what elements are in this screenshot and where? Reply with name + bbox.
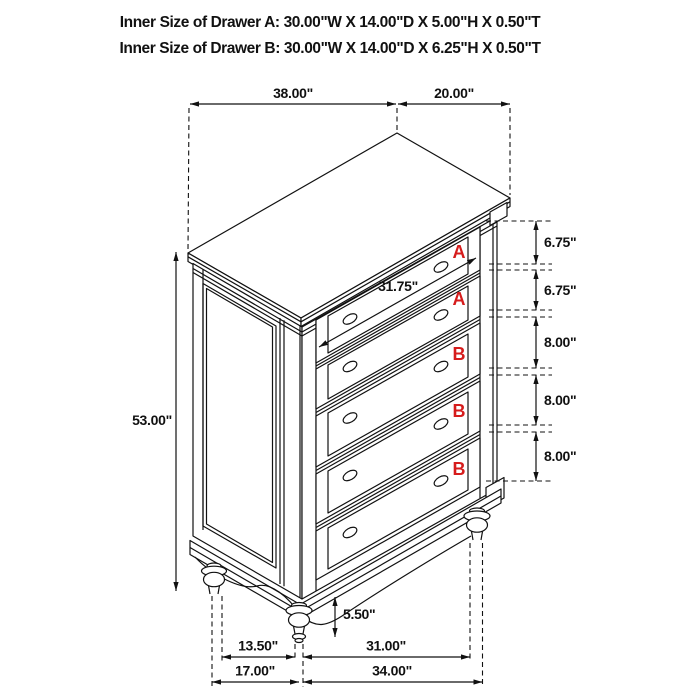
foot-back-left <box>202 563 227 594</box>
dim-drawer-a1-height-label: 6.75" <box>544 234 577 250</box>
dim-drawer-heights <box>486 221 576 481</box>
dim-drawer-b3-height-label: 8.00" <box>544 448 577 464</box>
dim-feet-width-inner-label: 31.00" <box>366 637 406 654</box>
foot-bulb <box>467 518 488 532</box>
dim-overall-height <box>132 252 176 591</box>
drawer-label: B <box>452 459 466 479</box>
drawer-label: B <box>452 401 466 421</box>
drawer-b-inner-size: Inner Size of Drawer B: 30.00"W X 14.00"D X 6.25"H X 0.50"T <box>119 40 541 57</box>
dim-feet-width-outer-label: 34.00" <box>372 662 412 679</box>
foot-bulb <box>289 613 310 627</box>
dim-drawer-front-width-label: 31.75" <box>378 278 418 294</box>
dim-drawer-b1-height-label: 8.00" <box>544 334 577 350</box>
dim-leg-height-label: 5.50" <box>343 606 376 622</box>
dim-top-width-label: 38.00" <box>273 85 313 101</box>
dim-height-label: 53.00" <box>132 412 172 428</box>
dim-drawer-b2-height-label: 8.00" <box>544 392 577 408</box>
drawer-label: B <box>452 344 466 364</box>
foot-bulb <box>204 572 225 586</box>
chest-drawing <box>188 133 510 643</box>
drawer-label: A <box>452 289 466 309</box>
foot-front-right <box>464 508 490 540</box>
drawer-a-inner-size: Inner Size of Drawer A: 30.00"W X 14.00"D X 5.00"H X 0.50"T <box>119 14 541 31</box>
foot-tip <box>295 639 303 643</box>
dim-top-depth-label: 20.00" <box>434 85 474 101</box>
drawer-label: A <box>452 242 466 262</box>
dim-feet-depth-inner-label: 13.50" <box>238 637 278 654</box>
dim-feet-depth-outer-label: 17.00" <box>235 662 275 679</box>
foot-front <box>286 603 312 643</box>
dim-drawer-a2-height-label: 6.75" <box>544 282 577 298</box>
